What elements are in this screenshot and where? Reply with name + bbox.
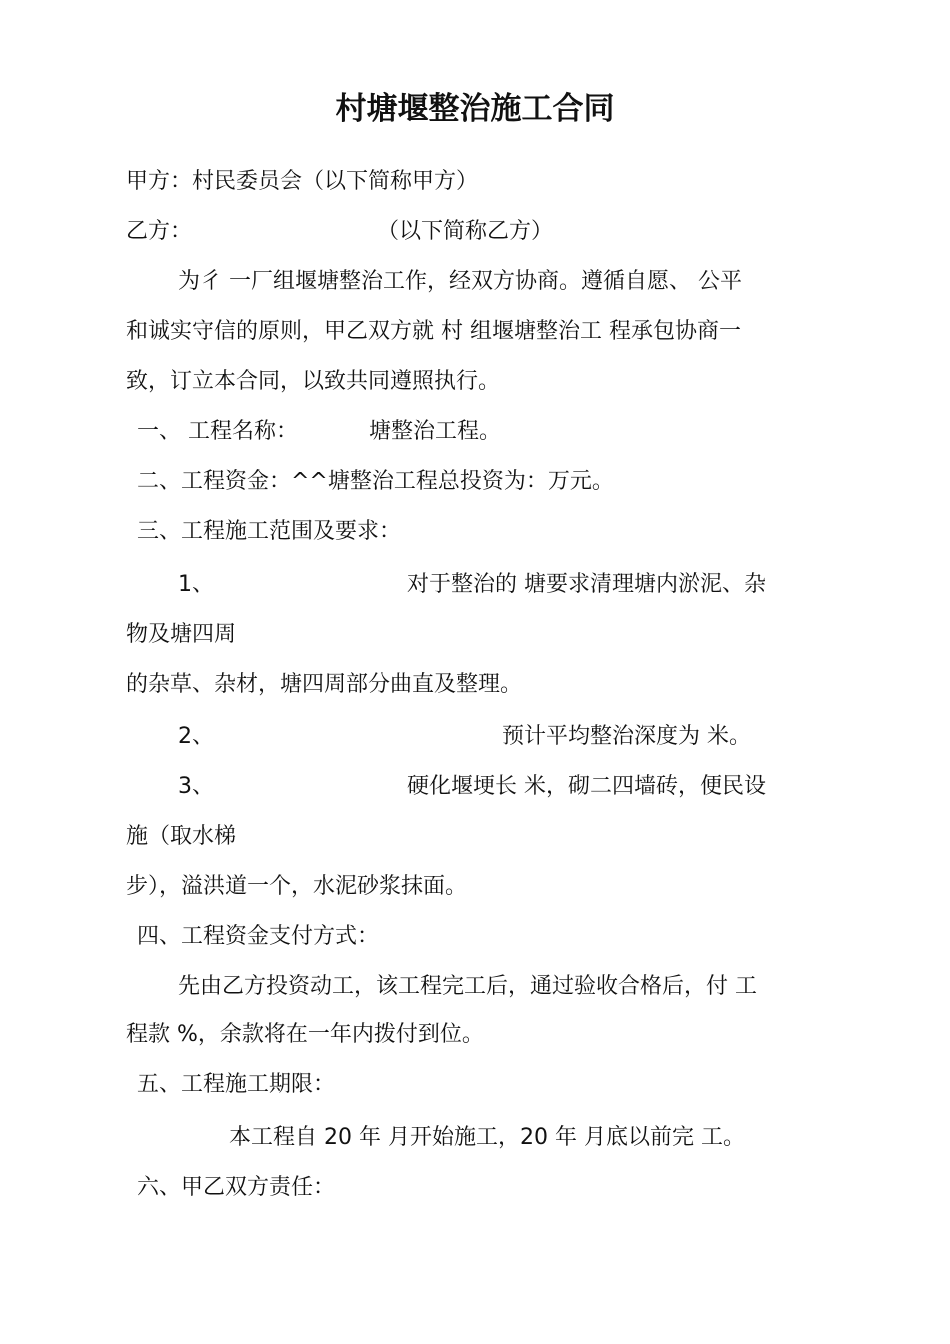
section-3-heading: 三、工程施工范围及要求：	[137, 519, 402, 544]
section-3-item-3-number: 3、	[178, 774, 214, 799]
section-5-text: 本工程自 20 年 月开始施工，20 年 月底以前完 工。	[229, 1125, 745, 1150]
section-6-heading: 六、甲乙双方责任：	[137, 1175, 336, 1200]
section-3-item-3-continuation-1: 施（取水梯	[126, 824, 237, 849]
section-3-item-3-continuation-2: 步），溢洪道一个，水泥砂浆抹面。	[126, 874, 468, 899]
section-3-item-2-text: 预计平均整治深度为 米。	[502, 724, 751, 749]
document-title: 村塘堰整治施工合同	[335, 91, 615, 127]
section-3-item-1-continuation-2: 的杂草、杂材，塘四周部分曲直及整理。	[126, 672, 523, 697]
intro-paragraph-line-2: 和诚实守信的原则，甲乙双方就 村 组堰塘整治工 程承包协商一	[126, 319, 741, 344]
party-b-label: 乙方：	[126, 219, 193, 244]
intro-paragraph-line-3: 致，订立本合同，以致共同遵照执行。	[126, 369, 501, 394]
section-1-heading: 一、 工程名称：	[137, 419, 298, 444]
section-4-line-1: 先由乙方投资动工，该工程完工后，通过验收合格后，付 工	[178, 974, 757, 999]
intro-paragraph-line-1: 为彳 一厂组堰塘整治工作，经双方协商。遵循自愿、 公平	[178, 269, 742, 294]
section-3-item-1-number: 1、	[178, 572, 214, 597]
section-3-item-1-text: 对于整治的 塘要求清理塘内淤泥、杂	[407, 572, 766, 597]
party-b-note: （以下简称乙方）	[377, 219, 554, 244]
party-a-line: 甲方：村民委员会（以下简称甲方）	[126, 169, 479, 194]
section-3-item-3-text: 硬化堰埂长 米，砌二四墙砖，便民设	[407, 774, 766, 799]
section-3-item-2-number: 2、	[178, 724, 214, 749]
section-1-value: 塘整治工程。	[369, 419, 502, 444]
section-5-heading: 五、工程施工期限：	[137, 1072, 336, 1097]
section-3-item-1-continuation-1: 物及塘四周	[126, 622, 237, 647]
section-4-line-2: 程款 %，余款将在一年内拨付到位。	[126, 1022, 484, 1047]
section-4-heading: 四、工程资金支付方式：	[137, 924, 380, 949]
section-2-text: 二、工程资金：^^塘整治工程总投资为：万元。	[137, 469, 614, 494]
